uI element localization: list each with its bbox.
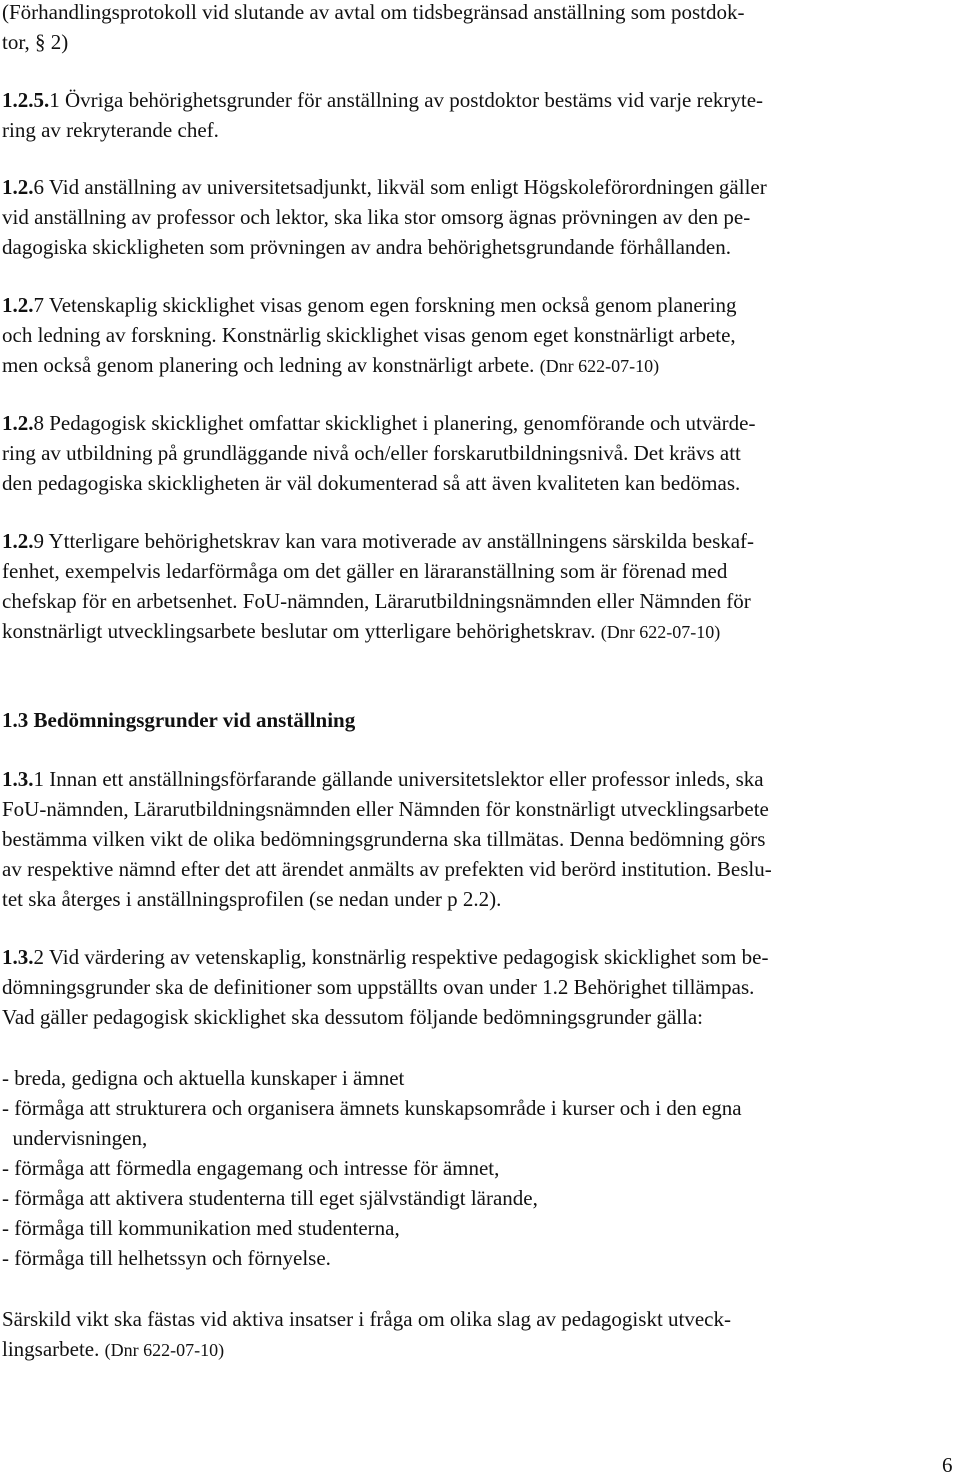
text-line [2, 1248, 331, 1269]
text-line [2, 325, 736, 346]
dnr-reference: (Dnr 622-07-10) [600, 622, 721, 642]
line-text: - breda, gedigna och aktuella kunskaper i ämnet [2, 1066, 405, 1090]
text-line [2, 237, 731, 258]
text-line [2, 859, 772, 880]
line-text: ring av utbildning på grundläggande nivå och/eller forskarutbildningsnivå. Det krävs att [2, 441, 741, 465]
section-heading [2, 710, 355, 731]
line-text: - förmåga att förmedla engagemang och intresse för ämnet, [2, 1156, 500, 1180]
text-line [2, 207, 750, 228]
text-line [2, 355, 659, 376]
line-text: dömningsgrunder ska de definitioner som uppställts ovan under 1.2 Behörighet tillämpas. [2, 975, 755, 999]
line-text: fenhet, exempelvis ledarförmåga om det gäller en läraranställning som är förenad med [2, 559, 728, 583]
line-text: 1.3 Bedömningsgrunder vid anställning [2, 708, 356, 732]
text-line [2, 177, 767, 198]
line-text: vid anställning av professor och lektor, ska lika stor omsorg ägnas prövningen av den pe- [2, 205, 751, 229]
line-text: men också genom planering och ledning av konstnärligt arbete. [2, 353, 540, 377]
text-line [2, 2, 745, 23]
line-text: chefskap för en arbetsenhet. FoU-nämnden, Lärarutbildningsnämnden eller Nämnden för [2, 589, 751, 613]
line-text: 6 Vid anställning av universitetsadjunkt, likväl som enligt Högskoleförordningen gäller [33, 175, 767, 199]
text-line [2, 120, 219, 141]
text-line [2, 1309, 731, 1330]
section-number: 1.3. [2, 945, 34, 969]
line-text: bestämma vilken vikt de olika bedömningsgrunderna ska tillmätas. Denna bedömning görs [2, 827, 766, 851]
line-text: Vad gäller pedagogisk skicklighet ska dessutom följande bedömningsgrunder gälla: [2, 1005, 704, 1029]
text-line [2, 443, 741, 464]
line-text: 8 Pedagogisk skicklighet omfattar skicklighet i planering, genomförande och utvärde- [33, 411, 756, 435]
dnr-reference: (Dnr 622-07-10) [104, 1340, 225, 1360]
text-line [2, 829, 765, 850]
text-line [2, 1218, 400, 1239]
text-line [2, 799, 769, 820]
text-line [2, 413, 755, 434]
text-line [2, 889, 501, 910]
line-text: och ledning av forskning. Konstnärlig skicklighet visas genom eget konstnärligt arbete, [2, 323, 736, 347]
text-line [2, 977, 754, 998]
line-text: tor, § 2) [2, 30, 69, 54]
section-number: 1.2. [2, 175, 34, 199]
line-text: - förmåga att aktivera studenterna till eget självständigt lärande, [2, 1186, 538, 1210]
line-text: tet ska återges i anställningsprofilen (se nedan under p 2.2). [2, 887, 502, 911]
line-text: (Förhandlingsprotokoll vid slutande av avtal om tidsbegränsad anställning som postdok- [2, 0, 745, 24]
line-text: 2 Vid värdering av vetenskaplig, konstnärlig respektive pedagogisk skicklighet som be- [33, 945, 769, 969]
text-line [2, 769, 764, 790]
line-text: 1 Övriga behörighetsgrunder för anställning av postdoktor bestäms vid varje rekryte- [49, 88, 764, 112]
text-line [2, 1098, 742, 1119]
text-line [2, 561, 727, 582]
line-text: - förmåga till helhetssyn och förnyelse. [2, 1246, 331, 1270]
section-number: 1.2. [2, 293, 34, 317]
line-text: konstnärligt utvecklingsarbete beslutar om ytterligare behörighetskrav. [2, 619, 601, 643]
line-text: ring av rekryterande chef. [2, 118, 219, 142]
text-line [2, 1158, 499, 1179]
text-line [2, 32, 68, 53]
line-text: den pedagogiska skickligheten är väl dokumenterad så att även kvaliteten kan bedömas. [2, 471, 741, 495]
text-line [2, 1339, 224, 1360]
line-text: undervisningen, [2, 1126, 148, 1150]
line-text: 7 Vetenskaplig skicklighet visas genom egen forskning men också genom planering [33, 293, 737, 317]
text-line [2, 1128, 147, 1149]
section-number: 1.2. [2, 529, 34, 553]
page-number: 6 [942, 1453, 953, 1477]
text-line [2, 473, 740, 494]
line-text: lingsarbete. [2, 1337, 105, 1361]
text-line [2, 531, 754, 552]
line-text: dagogiska skickligheten som prövningen av andra behörighetsgrundande förhållanden. [2, 235, 731, 259]
line-text: 1 Innan ett anställningsförfarande gällande universitetslektor eller professor inleds, ska [33, 767, 764, 791]
text-line [2, 295, 736, 316]
section-number: 1.2. [2, 411, 34, 435]
line-text: Särskild vikt ska fästas vid aktiva insatser i fråga om olika slag av pedagogiskt utveck- [2, 1307, 731, 1331]
line-text: - förmåga att strukturera och organisera ämnets kunskapsområde i kurser och i den egna [2, 1096, 742, 1120]
text-line [2, 947, 768, 968]
text-line [2, 1007, 703, 1028]
section-number: 1.2.5. [2, 88, 50, 112]
dnr-reference: (Dnr 622-07-10) [539, 356, 660, 376]
text-line [2, 1188, 538, 1209]
line-text: FoU-nämnden, Lärarutbildningsnämnden eller Nämnden för konstnärligt utvecklingsarbete [2, 797, 769, 821]
text-line [2, 90, 763, 111]
text-line [2, 591, 751, 612]
line-text: av respektive nämnd efter det att ärendet anmälts av prefekten vid berörd institution. Beslu- [2, 857, 772, 881]
text-line [2, 621, 720, 642]
line-text: - förmåga till kommunikation med studenterna, [2, 1216, 400, 1240]
section-number: 1.3. [2, 767, 34, 791]
text-line [2, 1068, 404, 1089]
line-text: 9 Ytterligare behörighetskrav kan vara motiverade av anställningens särskilda beskaf- [33, 529, 755, 553]
